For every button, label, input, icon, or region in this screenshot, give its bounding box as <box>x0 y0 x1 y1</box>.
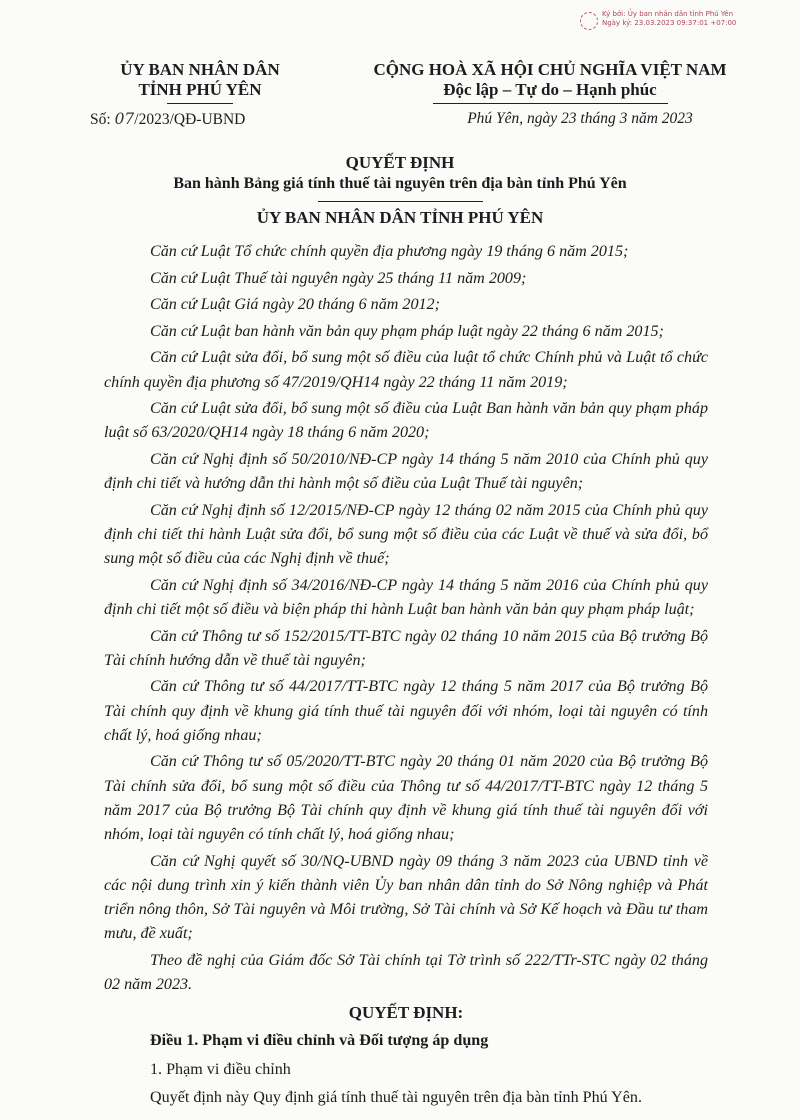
preamble-item: Căn cứ Nghị quyết số 30/NQ-UBND ngày 09 tháng 3 năm 2023 của UBND tỉnh về các nội dung trình xin ý kiến thành viên Ủy ban nhân dân tỉnh do Sở Nông nghiệp và Phát triển nông thôn, Sở Tài nguyên và Môi trường, Sở Tài chính và Sở Kế hoạch và Đầu tư tham mưu, đề xuất; <box>104 852 708 943</box>
national-motto: Độc lập – Tự do – Hạnh phúc <box>443 80 657 99</box>
place-and-date: Phú Yên, ngày 23 tháng 3 năm 2023 <box>467 110 693 127</box>
preamble-item: Căn cứ Luật ban hành văn bản quy phạm pháp luật ngày 22 tháng 6 năm 2015; <box>150 322 664 340</box>
preamble-item: Theo đề nghị của Giám đốc Sở Tài chính tại Tờ trình số 222/TTr-STC ngày 02 tháng 02 năm 2023. <box>104 951 708 993</box>
preamble-item: Căn cứ Luật sửa đổi, bổ sung một số điều của luật tổ chức Chính phủ và Luật tổ chức chính quyền địa phương số 47/2019/QH14 ngày 22 tháng 11 năm 2019; <box>104 349 708 391</box>
document-subject: Ban hành Bảng giá tính thuế tài nguyên trên địa bàn tỉnh Phú Yên <box>173 175 627 192</box>
preamble-item: Căn cứ Luật Giá ngày 20 tháng 6 năm 2012; <box>150 296 440 314</box>
issuing-authority: ỦY BAN NHÂN DÂN TỈNH PHÚ YÊN <box>256 208 544 227</box>
signature-signer: Ký bởi: Ủy ban nhân dân tỉnh Phú Yên <box>602 10 734 18</box>
preamble-item: Căn cứ Nghị định số 34/2016/NĐ-CP ngày 14 tháng 5 năm 2016 của Chính phủ quy định chi tiết một số điều và biện pháp thi hành Luật ban hành văn bản quy phạm pháp luật; <box>104 576 708 618</box>
clause-1-text: Quyết định này Quy định giá tính thuế tài nguyên trên địa bàn tỉnh Phú Yên. <box>150 1088 642 1106</box>
decision-heading: QUYẾT ĐỊNH: <box>348 1003 464 1023</box>
signature-seal-icon <box>580 12 598 30</box>
preamble-item: Căn cứ Thông tư số 05/2020/TT-BTC ngày 20 tháng 01 năm 2020 của Bộ trưởng Bộ Tài chính sửa đổi, bổ sung một số điều của Thông tư số 44/2017/TT-BTC ngày 12 tháng 5 năm 2017 của Bộ trưởng Bộ Tài chính quy định về khung giá tính thuế tài nguyên đối với nhóm, loại tài nguyên có tính chất lý, hoá giống nhau; <box>104 753 708 843</box>
digital-signature <box>580 10 790 28</box>
document-type: QUYẾT ĐỊNH <box>345 153 455 172</box>
document-title <box>0 152 800 229</box>
agency-underline <box>167 103 233 104</box>
title-underline <box>318 201 483 202</box>
clause-1-heading: 1. Phạm vi điều chỉnh <box>150 1060 291 1078</box>
preamble-item: Căn cứ Luật Thuế tài nguyên ngày 25 tháng 11 năm 2009; <box>150 269 527 287</box>
preamble-item: Căn cứ Luật sửa đổi, bổ sung một số điều của Luật Ban hành văn bản quy phạm pháp luật số 63/2020/QH14 ngày 18 tháng 6 năm 2020; <box>104 400 708 442</box>
signature-date: Ngày ký: 23.03.2023 09:37:01 +07:00 <box>602 19 737 27</box>
nation-name: CỘNG HOÀ XÃ HỘI CHỦ NGHĨA VIỆT NAM <box>373 60 727 79</box>
handwritten-day: 23 <box>561 110 577 127</box>
agency-line-1: ỦY BAN NHÂN DÂN <box>120 60 280 79</box>
preamble-item: Căn cứ Thông tư số 44/2017/TT-BTC ngày 12 tháng 5 năm 2017 của Bộ trưởng Bộ Tài chính quy định về khung giá tính thuế tài nguyên đối với nhóm, loại tài nguyên có tính chất lý, hoá giống nhau; <box>104 678 708 744</box>
motto-underline <box>433 103 668 104</box>
document-number: Số: 07/2023/QĐ-UBND <box>90 110 246 128</box>
preamble-item: Căn cứ Luật Tổ chức chính quyền địa phương ngày 19 tháng 6 năm 2015; <box>150 243 629 260</box>
preamble-item: Căn cứ Nghị định số 50/2010/NĐ-CP ngày 14 tháng 5 năm 2010 của Chính phủ quy định chi tiết và hướng dẫn thi hành một số điều của Luật Thuế tài nguyên; <box>104 450 708 493</box>
article-1-heading: Điều 1. Phạm vi điều chỉnh và Đối tượng áp dụng <box>150 1032 489 1050</box>
document-header <box>90 60 760 140</box>
agency-line-2: TỈNH PHÚ YÊN <box>138 80 262 99</box>
handwritten-number: 07 <box>114 110 135 128</box>
document-body <box>104 240 708 1114</box>
preamble-item: Căn cứ Thông tư số 152/2015/TT-BTC ngày 02 tháng 10 năm 2015 của Bộ trưởng Bộ Tài chính hướng dẫn về thuế tài nguyên; <box>104 627 708 669</box>
national-heading <box>350 60 750 127</box>
preamble-item: Căn cứ Nghị định số 12/2015/NĐ-CP ngày 12 tháng 02 năm 2015 của Chính phủ quy định chi tiết thi hành Luật sửa đổi, bổ sung một số điều của các Luật về thuế và sửa đổi, bổ sung một số điều của các Nghị định về thuế; <box>104 501 708 568</box>
issuing-agency <box>90 60 300 128</box>
